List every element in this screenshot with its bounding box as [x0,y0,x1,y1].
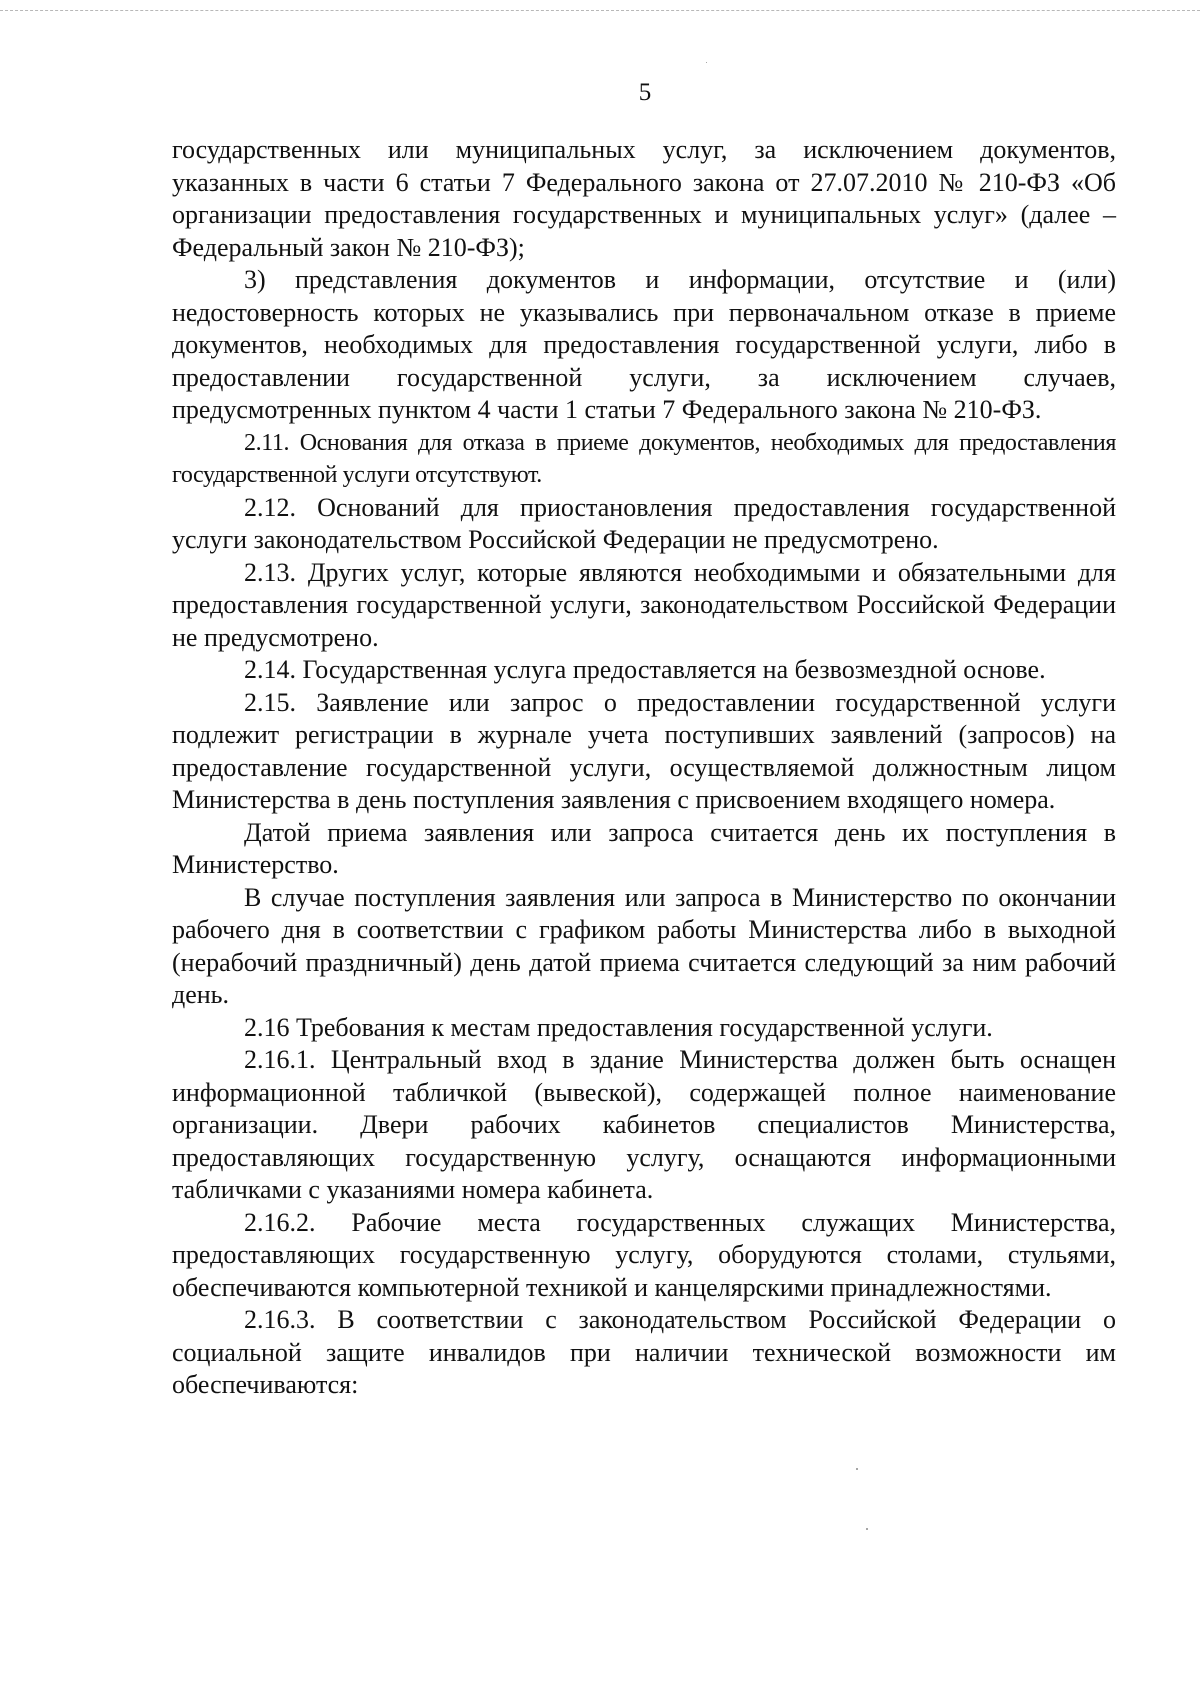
scan-speck [856,1468,858,1470]
paragraph-date-of-receipt: Датой приема заявления или запроса считается день их поступления в Министерство. [172,817,1116,879]
page-number: 5 [638,79,652,106]
paragraph-2-11: 2.11. Основания для отказа в приеме документов, необходимых для предоставления государственной услуги отсутствуют. [172,429,1116,488]
paragraph-2-13: 2.13. Других услуг, которые являются необходимыми и обязательными для предоставления государственной услуги, законодательством Российской Федерации не предусмотрено. [172,557,1116,652]
paragraph-2-16: 2.16 Требования к местам предоставления государственной услуги. [244,1012,993,1042]
paragraph-item-3: 3) представления документов и информации, отсутствие и (или) недостоверность которых не указывались при первоначальном отказе в приеме документов, необходимых для предоставления государственной услуги, либо в предоставлении государственной услуги, за исключением случаев, предусмотренных пунктом 4 части 1 статьи 7 Федерального закона № 210-ФЗ. [172,265,1116,424]
paragraph-2-12: 2.12. Оснований для приостановления предоставления государственной услуги законодательством Российской Федерации не предусмотрено. [172,492,1116,554]
paragraph-2-16-1: 2.16.1. Центральный вход в здание Министерства должен быть оснащен информационной табличкой (вывеской), содержащей полное наименование организации. Двери рабочих кабинетов специалистов Министерства, предоставляющих государственную услугу, оснащаются информационными табличками с указаниями номера кабинета. [172,1045,1116,1204]
paragraph-after-hours: В случае поступления заявления или запроса в Министерство по окончании рабочего дня в соответствии с графиком работы Министерства либо в выходной (нерабочий праздничный) день датой приема считается следующий за ним рабочий день. [172,882,1116,1009]
paragraph-2-16-2: 2.16.2. Рабочие места государственных служащих Министерства, предоставляющих государственную услугу, оборудуются столами, стульями, обеспечиваются компьютерной техникой и канцелярскими принадлежностями. [172,1207,1116,1302]
paragraph-2-14: 2.14. Государственная услуга предоставляется на безвозмездной основе. [244,655,1046,684]
scan-speck [706,62,707,63]
scan-top-edge [0,10,1200,11]
paragraph-continuation: государственных или муниципальных услуг, за исключением документов, указанных в части 6 статьи 7 Федерального закона от 27.07.2010 № 210-ФЗ «Об организации предоставления государственных и муниципальных услуг» (далее – Федеральный закон № 210-ФЗ); [172,135,1116,262]
document-body [172,134,1116,1402]
paragraph-2-16-3: 2.16.3. В соответствии с законодательством Российской Федерации о социальной защите инвалидов при наличии технической возможности им обеспечиваются: [172,1305,1116,1399]
paragraph-2-15: 2.15. Заявление или запрос о предоставлении государственной услуги подлежит регистрации в журнале учета поступивших заявлений (запросов) на предоставление государственной услуги, осуществляемой должностным лицом Министерства в день поступления заявления с присвоением входящего номера. [172,687,1116,814]
scan-speck [866,1528,868,1530]
